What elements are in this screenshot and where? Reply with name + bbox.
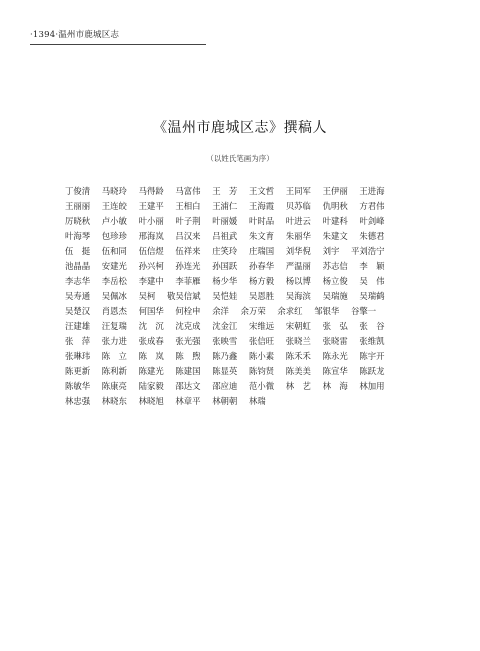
contributor-name: 李岳松 bbox=[101, 276, 127, 286]
contributor-name: 邵达文 bbox=[175, 381, 201, 391]
contributor-name: 李志华 bbox=[65, 276, 91, 286]
contributor-name: 马得龄 bbox=[138, 186, 164, 196]
contributor-name: 杨方毅 bbox=[248, 276, 275, 286]
contributor-name: 叶进云 bbox=[285, 216, 311, 226]
contributor-name: 杨少华 bbox=[212, 276, 238, 286]
contributor-name: 贝苏临 bbox=[285, 201, 311, 211]
contributor-name: 吴恺娃 bbox=[212, 291, 238, 301]
contributor-name: 吴寿通 bbox=[65, 291, 91, 301]
contributor-name: 伍信煜 bbox=[138, 246, 164, 256]
contributor-name: 王 芳 bbox=[212, 186, 238, 196]
contributor-name: 宋维远 bbox=[248, 321, 275, 331]
contributor-name: 卢小敏 bbox=[101, 216, 127, 226]
contributor-name: 陈 煦 bbox=[175, 351, 201, 361]
contributor-name: 沈金江 bbox=[212, 321, 238, 331]
contributor-name: 叶建科 bbox=[322, 216, 348, 226]
contributor-name: 陈小素 bbox=[248, 351, 275, 361]
contributor-name: 林 艺 bbox=[285, 381, 311, 391]
contributor-name: 何国华 bbox=[138, 306, 164, 316]
contributor-name: 吴楚汉 bbox=[65, 306, 91, 316]
contributor-name: 吴瑞鹤 bbox=[359, 291, 385, 301]
contributor-name: 陈 立 bbox=[101, 351, 127, 361]
contributor-name: 邵应迪 bbox=[212, 381, 238, 391]
contributor-name: 仇明秋 bbox=[322, 201, 348, 211]
contributor-name: 吴 伟 bbox=[359, 276, 385, 286]
contributor-name: 王伊丽 bbox=[322, 186, 348, 196]
contributor-name: 陈更新 bbox=[65, 366, 91, 376]
contributor-name: 厉晓秋 bbox=[65, 216, 91, 226]
contributor-name: 张维凯 bbox=[359, 336, 385, 346]
contributor-name: 张 弘 bbox=[322, 321, 348, 331]
contributor-name: 邢海岚 bbox=[138, 231, 164, 241]
contributor-name: 张力进 bbox=[101, 336, 127, 346]
contributor-name: 陈禾禾 bbox=[285, 351, 311, 361]
contributor-name: 叶丽媛 bbox=[212, 216, 238, 226]
contributor-name: 叶小丽 bbox=[138, 216, 164, 226]
contributor-name: 张 谷 bbox=[359, 321, 385, 331]
contributor-name: 陈敏华 bbox=[65, 381, 91, 391]
contributor-name: 王同军 bbox=[285, 186, 311, 196]
contributor-name: 张成春 bbox=[138, 336, 164, 346]
contributor-name: 陈建国 bbox=[175, 366, 201, 376]
contributor-name: 陈宣华 bbox=[322, 366, 348, 376]
page-subtitle: （以姓氏笔画为序） bbox=[206, 154, 274, 163]
contributor-name: 吴佩冰 bbox=[101, 291, 127, 301]
contributor-name: 叶时品 bbox=[248, 216, 275, 226]
contributor-name: 丁俊清 bbox=[65, 186, 91, 196]
contributor-name: 余求红 bbox=[277, 306, 303, 316]
contributor-name: 林瑞 bbox=[248, 396, 266, 406]
contributor-name: 陈建光 bbox=[138, 366, 164, 376]
contributor-list bbox=[65, 184, 421, 409]
contributor-name: 林章平 bbox=[175, 396, 201, 406]
contributor-name: 安建光 bbox=[101, 261, 127, 271]
contributor-name: 余万荣 bbox=[240, 306, 266, 316]
contributor-name: 陈美美 bbox=[285, 366, 311, 376]
contributor-name: 范小微 bbox=[248, 381, 275, 391]
contributor-name: 伍祥来 bbox=[175, 246, 201, 256]
contributor-name: 朱丽华 bbox=[285, 231, 311, 241]
contributor-name: 孙国跃 bbox=[212, 261, 238, 271]
contributor-name: 吴柯 bbox=[138, 291, 156, 301]
contributor-name: 苏志信 bbox=[322, 261, 348, 271]
contributor-name: 孙春华 bbox=[248, 261, 275, 271]
header-rule bbox=[30, 44, 206, 45]
contributor-name: 王连皎 bbox=[101, 201, 127, 211]
contributor-name: 叶子荆 bbox=[175, 216, 201, 226]
contributor-name: 肖恩杰 bbox=[101, 306, 127, 316]
contributor-name: 宋朝虹 bbox=[285, 321, 311, 331]
contributor-name: 林朝朝 bbox=[212, 396, 238, 406]
contributor-name: 张晓雷 bbox=[322, 336, 348, 346]
contributor-name: 刘华倪 bbox=[285, 246, 311, 256]
contributor-name: 敬吴信斌 bbox=[167, 291, 201, 301]
contributor-name: 杨立俊 bbox=[322, 276, 348, 286]
contributor-name: 李 颖 bbox=[359, 261, 385, 271]
contributor-name: 孙兴柯 bbox=[138, 261, 164, 271]
contributor-name: 庄笑玲 bbox=[212, 246, 238, 256]
contributor-name: 叶海琴 bbox=[65, 231, 91, 241]
contributor-name: 伍 挺 bbox=[65, 246, 91, 256]
contributor-name: 方君伟 bbox=[359, 201, 385, 211]
contributor-name: 陈 岚 bbox=[138, 351, 164, 361]
contributor-name: 林加用 bbox=[359, 381, 385, 391]
contributor-name: 林晓东 bbox=[101, 396, 127, 406]
contributor-name: 陈钧贤 bbox=[248, 366, 275, 376]
contributor-name: 伍和同 bbox=[101, 246, 127, 256]
contributor-name: 张晓兰 bbox=[285, 336, 311, 346]
contributor-name: 吴恩胜 bbox=[248, 291, 275, 301]
contributor-name: 王丽丽 bbox=[65, 201, 91, 211]
contributor-name: 陈利新 bbox=[101, 366, 127, 376]
contributor-name: 吕祖武 bbox=[212, 231, 238, 241]
contributor-name: 张 萍 bbox=[65, 336, 91, 346]
contributor-name: 包珍珍 bbox=[101, 231, 127, 241]
contributor-name: 刘宇 bbox=[322, 246, 340, 256]
contributor-name: 李建中 bbox=[138, 276, 164, 286]
contributor-name: 王相白 bbox=[175, 201, 201, 211]
page-title: 《温州市鹿城区志》撰稿人 bbox=[153, 120, 327, 136]
contributor-name: 李菲雁 bbox=[175, 276, 201, 286]
contributor-name: 陈显英 bbox=[212, 366, 238, 376]
contributor-name: 王海霞 bbox=[248, 201, 275, 211]
contributor-name: 朱德君 bbox=[359, 231, 385, 241]
contributor-name: 林晓旭 bbox=[138, 396, 164, 406]
contributor-name: 林 海 bbox=[322, 381, 348, 391]
contributor-name: 汪建雄 bbox=[65, 321, 91, 331]
contributor-name: 平刘浩宁 bbox=[351, 246, 385, 256]
contributor-name: 张映雪 bbox=[212, 336, 238, 346]
contributor-name: 马晓玲 bbox=[101, 186, 127, 196]
running-header: ·1394·温州市鹿城区志 bbox=[30, 30, 120, 40]
contributor-name: 吕汉来 bbox=[175, 231, 201, 241]
contributor-name: 马富伟 bbox=[175, 186, 201, 196]
contributor-name: 沈 沉 bbox=[138, 321, 164, 331]
contributor-name: 陈宇开 bbox=[359, 351, 385, 361]
contributor-name: 庄瑞国 bbox=[248, 246, 275, 256]
contributor-name: 朱文育 bbox=[248, 231, 275, 241]
contributor-name: 余洋 bbox=[212, 306, 229, 316]
contributor-name: 王建平 bbox=[138, 201, 164, 211]
contributor-name: 吴海滨 bbox=[285, 291, 311, 301]
contributor-name: 孙连光 bbox=[175, 261, 201, 271]
contributor-name: 张琳玮 bbox=[65, 351, 91, 361]
contributor-name: 叶剑峰 bbox=[359, 216, 385, 226]
contributor-name: 陈康亮 bbox=[101, 381, 127, 391]
contributor-name: 邹银华 bbox=[314, 306, 340, 316]
contributor-name: 王浦仁 bbox=[212, 201, 238, 211]
contributor-name: 杨以博 bbox=[285, 276, 311, 286]
contributor-name: 池晶晶 bbox=[65, 261, 91, 271]
contributor-name: 张信旺 bbox=[248, 336, 275, 346]
contributor-name: 王进海 bbox=[359, 186, 385, 196]
contributor-name: 张光强 bbox=[175, 336, 201, 346]
contributor-name: 陆家毅 bbox=[138, 381, 164, 391]
contributor-name: 王文哲 bbox=[248, 186, 275, 196]
contributor-name: 吴瑞施 bbox=[322, 291, 348, 301]
contributor-name: 朱建文 bbox=[322, 231, 348, 241]
contributor-name: 严温丽 bbox=[285, 261, 311, 271]
contributor-name: 陈永光 bbox=[322, 351, 348, 361]
contributor-name: 汪复瑞 bbox=[101, 321, 127, 331]
contributor-name: 谷擎一 bbox=[351, 306, 377, 316]
contributor-name: 何栓申 bbox=[175, 306, 201, 316]
contributor-name: 沈克成 bbox=[175, 321, 201, 331]
contributor-name: 陈跃龙 bbox=[359, 366, 385, 376]
contributor-name: 陈乃鑫 bbox=[212, 351, 238, 361]
contributor-name: 林忠强 bbox=[65, 396, 91, 406]
